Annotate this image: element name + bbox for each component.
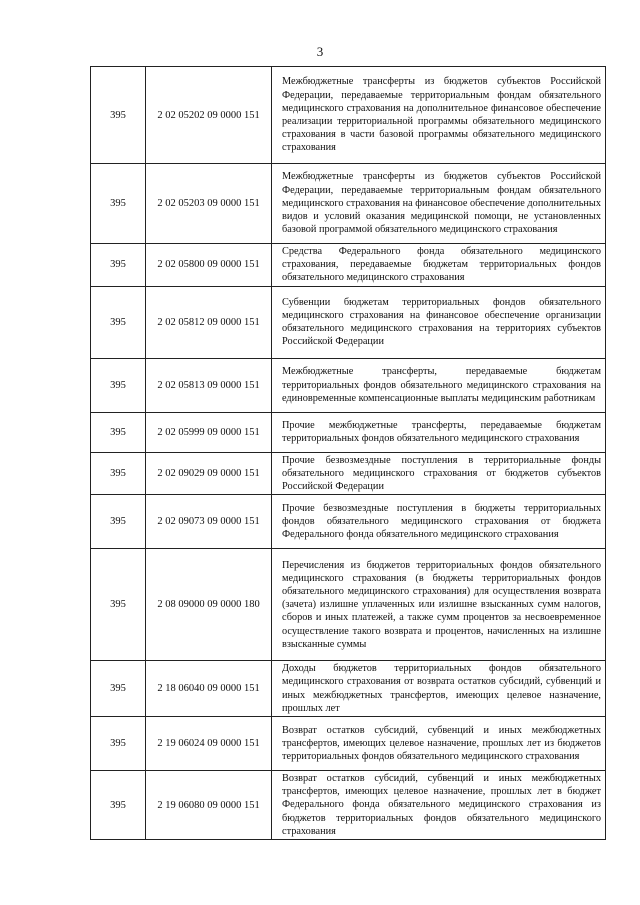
- budget-code-cell: 2 19 06024 09 0000 151: [146, 717, 272, 771]
- revenue-name-cell: Межбюджетные трансферты из бюджетов субъектов Российской Федерации, передаваемые территориальным фондам обязательного медицинского страхования на дополнительное финансовое обеспечение реализации территориальной программы обязательного медицинского страхования в части базовой программы обязательного медицинского страхования: [272, 67, 606, 164]
- revenue-name-cell: Межбюджетные трансферты, передаваемые бюджетам территориальных фондов обязательного медицинского страхования на единовременные компенсационные выплаты медицинским работникам: [272, 358, 606, 412]
- revenue-name-cell: Прочие безвозмездные поступления в бюджеты территориальных фондов обязательного медицинского страхования от бюджета Федерального фонда обязательного медицинского страхования: [272, 495, 606, 549]
- budget-code-cell: 2 02 05203 09 0000 151: [146, 164, 272, 244]
- revenue-name-cell: Средства Федерального фонда обязательного медицинского страхования, передаваемые бюджетам территориальных фондов обязательного медицинского страхования: [272, 244, 606, 287]
- admin-code-cell: 395: [91, 67, 146, 164]
- table-row: [91, 452, 606, 495]
- table-row: [91, 244, 606, 287]
- page-number: 3: [316, 44, 324, 59]
- admin-code-cell: 395: [91, 717, 146, 771]
- budget-code-cell: 2 08 09000 09 0000 180: [146, 549, 272, 661]
- table-row: [91, 358, 606, 412]
- budget-code-cell: 2 02 05202 09 0000 151: [146, 67, 272, 164]
- budget-code-cell: 2 19 06080 09 0000 151: [146, 771, 272, 840]
- table-row: [91, 164, 606, 244]
- budget-code-cell: 2 02 05813 09 0000 151: [146, 358, 272, 412]
- revenue-name-cell: Субвенции бюджетам территориальных фондов обязательного медицинского страхования на финансовое обеспечение организации обязательного медицинского страхования на территориях субъектов Российской Федерации: [272, 286, 606, 358]
- budget-code-cell: 2 02 09029 09 0000 151: [146, 452, 272, 495]
- admin-code-cell: 395: [91, 495, 146, 549]
- admin-code-cell: 395: [91, 286, 146, 358]
- table-row: [91, 771, 606, 840]
- budget-code-cell: 2 02 05999 09 0000 151: [146, 412, 272, 452]
- budget-code-cell: 2 18 06040 09 0000 151: [146, 661, 272, 717]
- admin-code-cell: 395: [91, 661, 146, 717]
- revenue-name-cell: Возврат остатков субсидий, субвенций и иных межбюджетных трансфертов, имеющих целевое назначение, прошлых лет из бюджетов территориальных фондов обязательного медицинского страхования: [272, 717, 606, 771]
- revenue-name-cell: Возврат остатков субсидий, субвенций и иных межбюджетных трансфертов, имеющих целевое назначение, прошлых лет в бюджет Федерального фонда обязательного медицинского страхования из бюджетов территориальных фондов обязательного медицинского страхования: [272, 771, 606, 840]
- revenue-codes-table: [90, 66, 606, 840]
- admin-code-cell: 395: [91, 549, 146, 661]
- table-row: [91, 286, 606, 358]
- revenue-name-cell: Прочие межбюджетные трансферты, передаваемые бюджетам территориальных фондов обязательного медицинского страхования: [272, 412, 606, 452]
- table-row: [91, 661, 606, 717]
- admin-code-cell: 395: [91, 771, 146, 840]
- revenue-name-cell: Межбюджетные трансферты из бюджетов субъектов Российской Федерации, передаваемые территориальным фондам обязательного медицинского страхования на финансовое обеспечение дополнительных видов и условий оказания медицинской помощи, не установленных базовой программой обязательного медицинского страхования: [272, 164, 606, 244]
- table-row: [91, 717, 606, 771]
- budget-code-cell: 2 02 09073 09 0000 151: [146, 495, 272, 549]
- table-row: [91, 549, 606, 661]
- admin-code-cell: 395: [91, 164, 146, 244]
- revenue-name-cell: Доходы бюджетов территориальных фондов обязательного медицинского страхования от возврата остатков субсидий, субвенций и иных межбюджетных трансфертов, имеющих целевое назначение, прошлых лет: [272, 661, 606, 717]
- admin-code-cell: 395: [91, 412, 146, 452]
- admin-code-cell: 395: [91, 358, 146, 412]
- table-row: [91, 67, 606, 164]
- revenue-name-cell: Перечисления из бюджетов территориальных фондов обязательного медицинского страхования (в бюджеты территориальных фондов обязательного медицинского страхования) для осуществления возврата (зачета) излишне уплаченных или излишне взысканных сумм налогов, сборов и иных платежей, а также сумм процентов за несвоевременное осуществление такого возврата и процентов, начисленных на излишне взысканные суммы: [272, 549, 606, 661]
- budget-code-cell: 2 02 05800 09 0000 151: [146, 244, 272, 287]
- table-row: [91, 495, 606, 549]
- admin-code-cell: 395: [91, 244, 146, 287]
- table-row: [91, 412, 606, 452]
- budget-code-cell: 2 02 05812 09 0000 151: [146, 286, 272, 358]
- revenue-name-cell: Прочие безвозмездные поступления в территориальные фонды обязательного медицинского страхования от бюджетов субъектов Российской Федерации: [272, 452, 606, 495]
- admin-code-cell: 395: [91, 452, 146, 495]
